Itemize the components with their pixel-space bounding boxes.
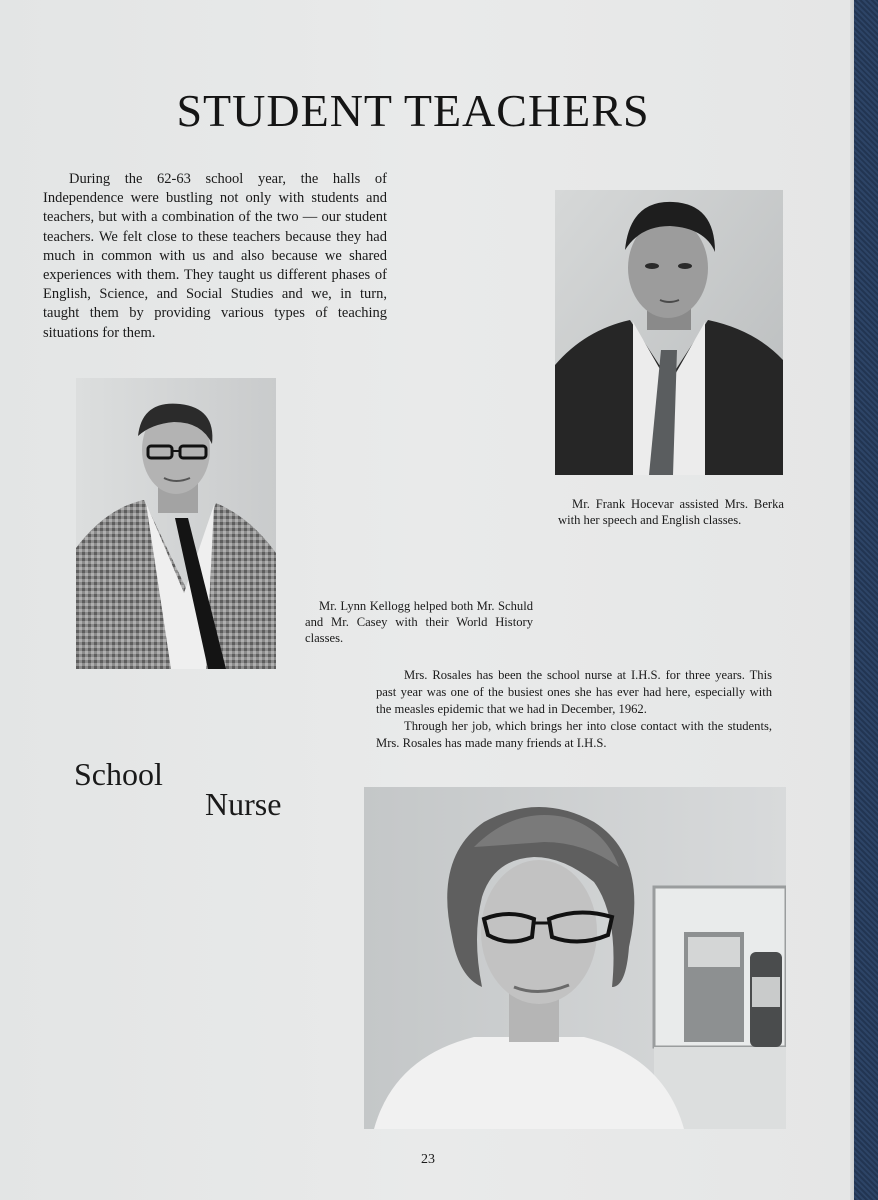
hocevar-caption: Mr. Frank Hocevar assisted Mrs. Berka with her speech and English classes.	[558, 497, 784, 527]
nurse-description	[376, 667, 772, 752]
book-binding	[854, 0, 878, 1200]
section-heading-nurse: Nurse	[205, 786, 282, 822]
intro-paragraph: During the 62-63 school year, the halls of Independence were bustling not only with students and teachers, but with a combination of the two — our student teachers. We felt close to these teachers because they had much in common with us and also because we shared experiences with them. They taught us different phases of English, Science, and Social Studies and we, in turn, taught them by providing various types of teaching situations for them.	[43, 171, 387, 341]
section-heading-school: School	[74, 756, 163, 792]
kellogg-photo	[76, 378, 276, 669]
hocevar-photo	[555, 190, 783, 475]
page-number: 23	[421, 1152, 435, 1167]
page-title: STUDENT TEACHERS	[176, 85, 650, 136]
rosales-photo	[364, 787, 786, 1129]
nurse-paragraph-1: Mrs. Rosales has been the school nurse at I.H.S. for three years. This past year was one of the busiest ones she has ever had here, especially with the measles epidemic that we had in December, 1962.	[376, 668, 772, 716]
kellogg-caption: Mr. Lynn Kellogg helped both Mr. Schuld and Mr. Casey with their World History classes.	[305, 599, 533, 645]
nurse-paragraph-2: Through her job, which brings her into close contact with the students, Mrs. Rosales has made many friends at I.H.S.	[376, 719, 772, 750]
